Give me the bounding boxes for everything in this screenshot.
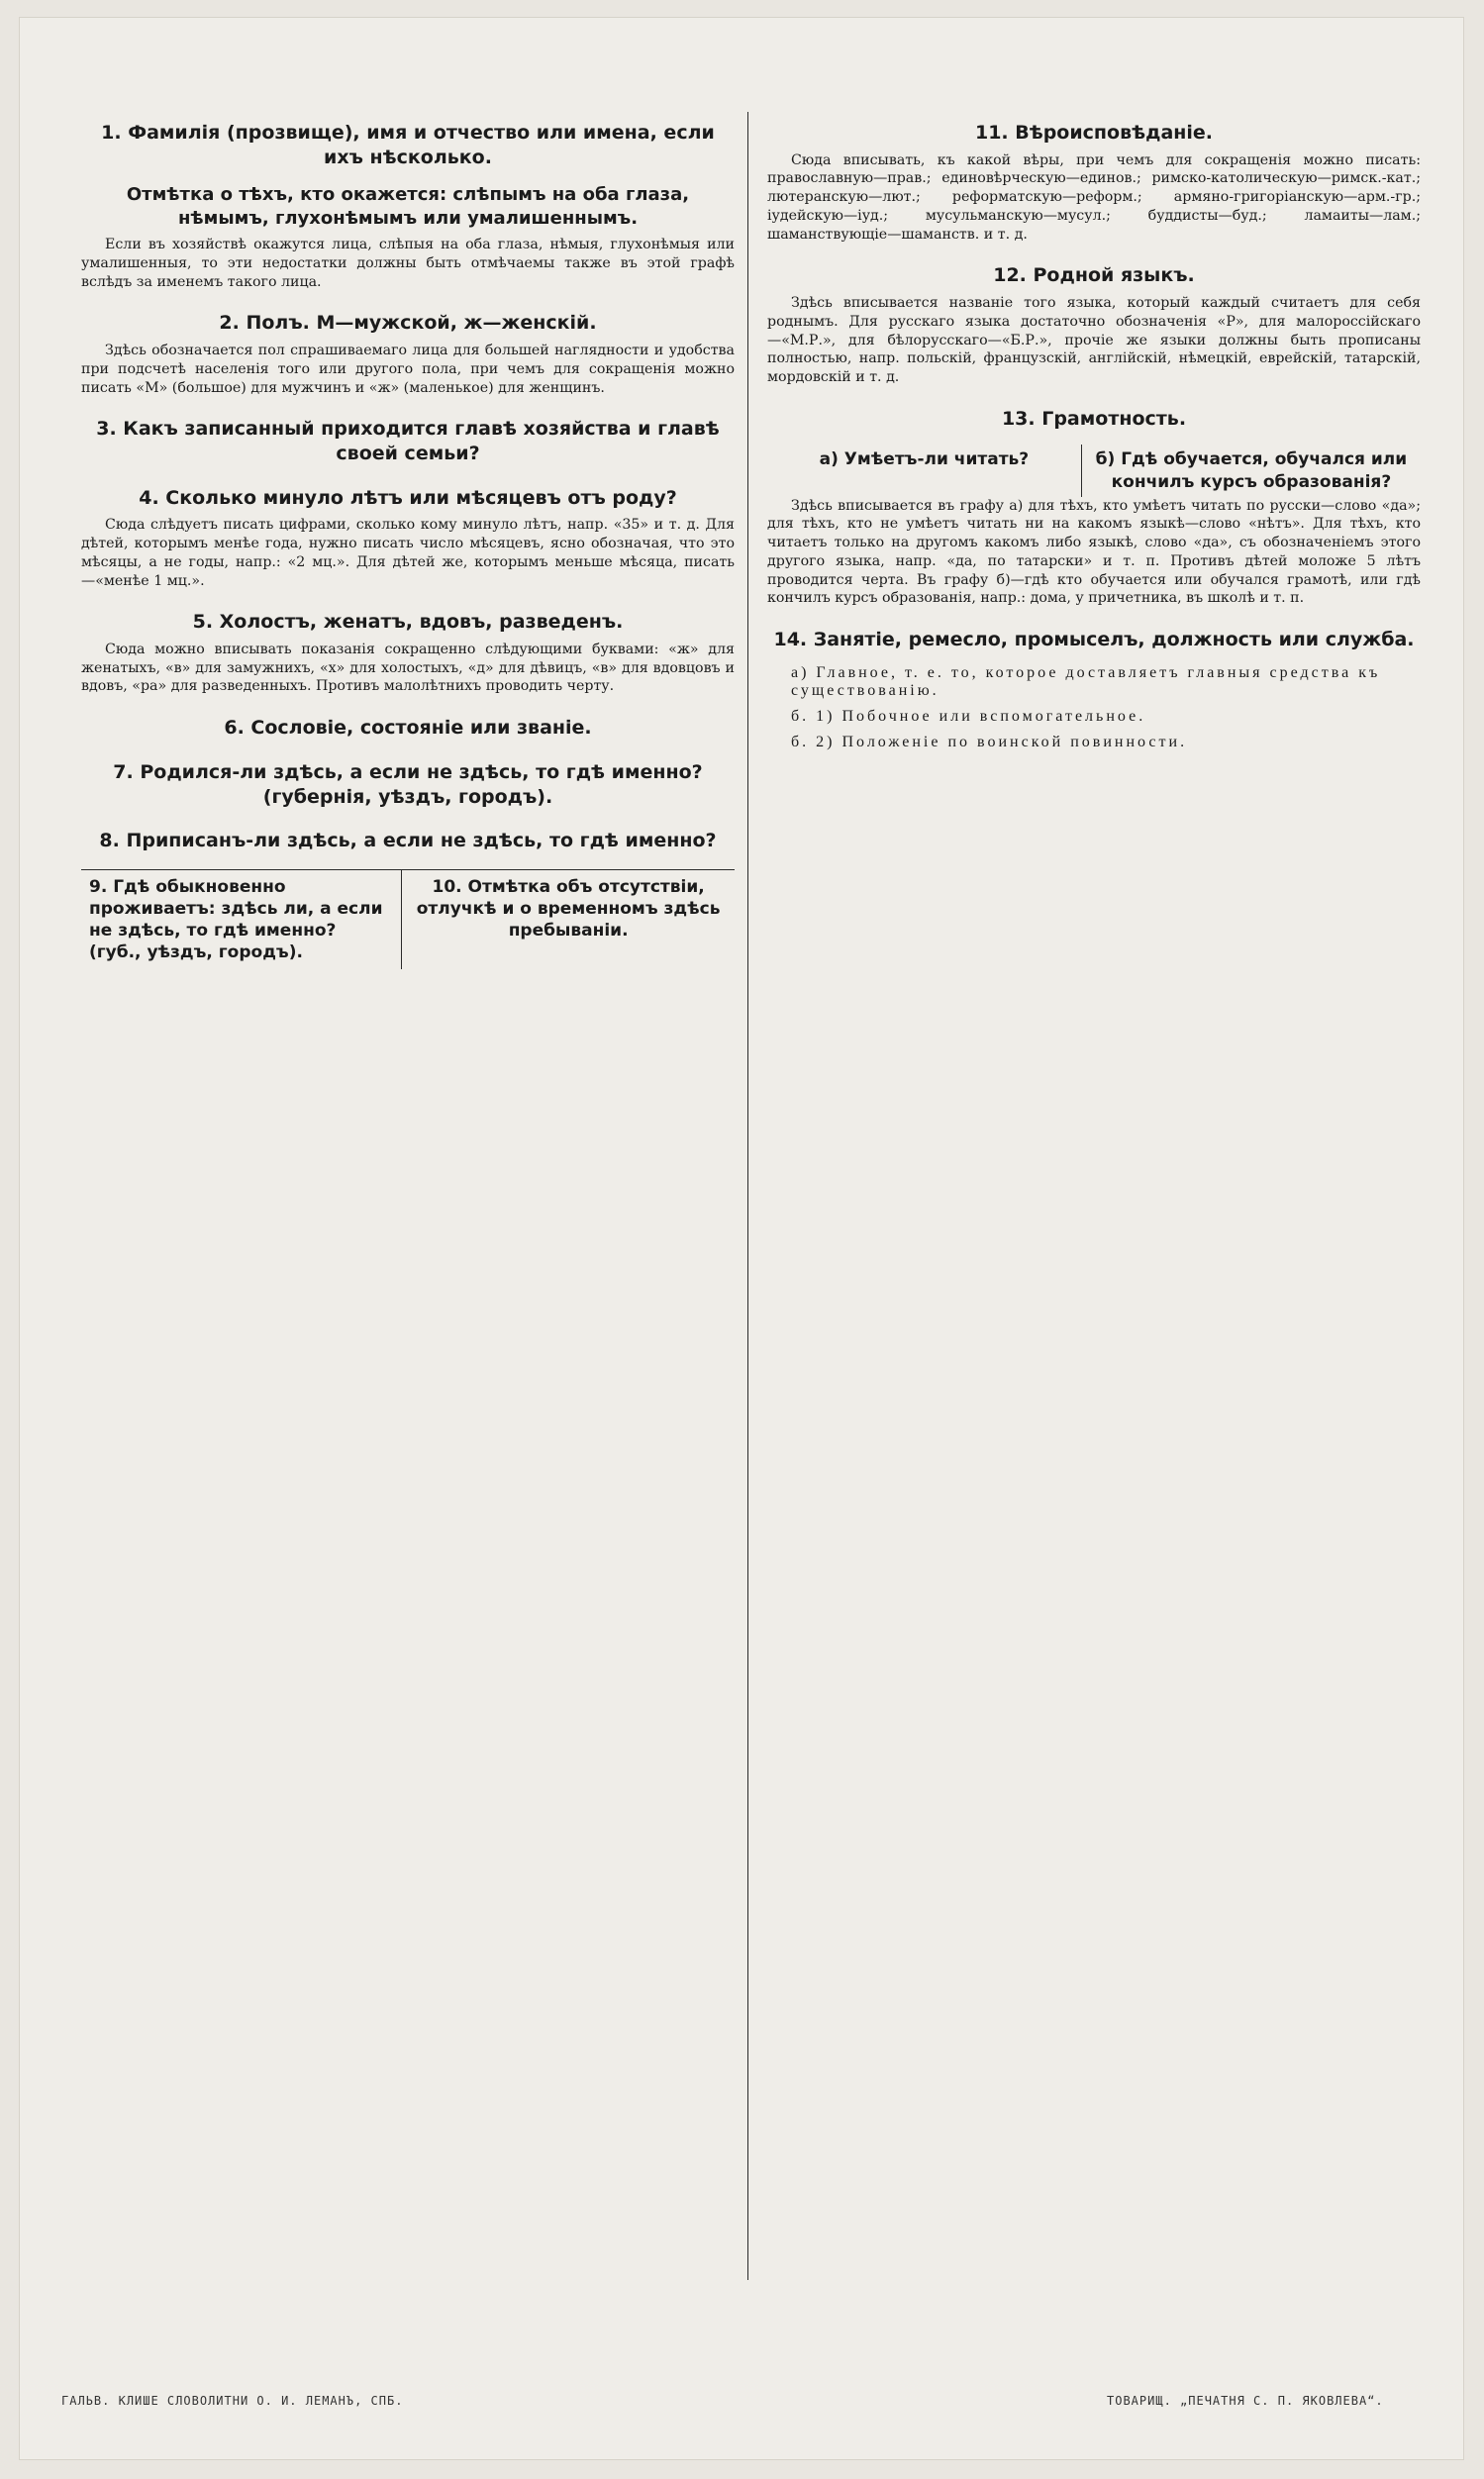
section-3-title: 3. Какъ записанный приходится главѣ хозяйства и главѣ своей семьи? xyxy=(96,418,720,464)
section-2-paragraph: Здѣсь обозначается пол спрашиваемаго лица для большей наглядности и удобства при подсчетѣ населенія того или другого пола, при чемъ для сокращенія можно писать «М» (большое) для мужчинъ и «ж» (маленькое) для женщинъ. xyxy=(81,343,735,396)
section-13-subheader xyxy=(767,445,1421,496)
section-5-title: 5. Холостъ, женатъ, вдовъ, разведенъ. xyxy=(192,611,624,634)
section-13-paragraph: Здѣсь вписывается въ графу а) для тѣхъ, кто умѣетъ читать по русски—слово «да»; для тѣхъ, кто не умѣетъ читать ни на какомъ языкѣ—слово «нѣтъ». Для тѣхъ, кто читаетъ только на другомъ какомъ либо языкѣ, слово «да», съ обозначеніемъ этого другого языка, напр. «да, по татарски» и т. п. Противъ дѣтей моложе 5 лѣтъ проводится черта. Въ графу б)—гдѣ кто обучается или обучался грамотѣ, или гдѣ кончилъ курсъ образованія, напр.: дома, у причетника, въ школѣ и т. п. xyxy=(767,497,1421,607)
left-column xyxy=(81,107,735,969)
section-8-title: 8. Приписанъ-ли здѣсь, а если не здѣсь, то гдѣ именно? xyxy=(99,830,717,852)
section-14a-label: а) Главное, т. е. то, которое доставляетъ главныя средства къ существованію. xyxy=(791,663,1381,699)
right-column xyxy=(767,107,1421,753)
section-14-title: 14. Занятіе, ремесло, промыселъ, должность или служба. xyxy=(773,629,1415,650)
section-13a-title: а) Умѣетъ-ли читать? xyxy=(767,445,1082,496)
section-1-paragraph: Если въ хозяйствѣ окажутся лица, слѣпыя на оба глаза, нѣмыя, глухонѣмыя или умалишенныя, то эти недостатки должны быть отмѣчаемы также въ этой графѣ вслѣдъ за именемъ такого лица. xyxy=(81,237,735,290)
section-13b-title: б) Гдѣ обучается, обучался или кончилъ курсъ образованія? xyxy=(1095,449,1408,492)
section-10-title: 10. Отмѣтка объ отсутствіи, отлучкѣ и о временномъ здѣсь пребываніи. xyxy=(416,876,721,942)
footer-right: ТОВАРИЩ. „ПЕЧАТНЯ С. П. ЯКОВЛЕВА“. xyxy=(1107,2394,1384,2408)
section-14b2-label: б. 2) Положеніе по воинской повинности. xyxy=(791,733,1188,750)
section-9-title: 9. Гдѣ обыкновенно проживаетъ: здѣсь ли, а если не здѣсь, то гдѣ именно? (губ., уѣздъ, городъ). xyxy=(81,870,402,969)
section-13-title: 13. Грамотность. xyxy=(1001,407,1187,430)
section-2-title: 2. Полъ. М—мужской, ж—женскій. xyxy=(219,312,597,335)
footer-left: ГАЛЬВ. КЛИШЕ СЛОВОЛИТНИ О. И. ЛЕМАНЪ, СПБ. xyxy=(61,2394,404,2408)
section-1-title: 1. Фамилія (прозвище), имя и отчество или имена, если ихъ нѣсколько. xyxy=(101,122,715,168)
section-5-paragraph: Сюда можно вписывать показанія сокращенно слѣдующими буквами: «ж» для женатыхъ, «в» для замужнихъ, «х» для холостыхъ, «д» для дѣвицъ, «в» для вдовцовъ и вдовъ, «ра» для разведенныхъ. Противъ малолѣтнихъ проводить черту. xyxy=(81,641,735,695)
section-12-title: 12. Родной языкъ. xyxy=(993,264,1195,287)
section-11-title: 11. Вѣроисповѣданіе. xyxy=(974,122,1214,144)
section-12-paragraph: Здѣсь вписывается названіе того языка, который каждый считаетъ для себя роднымъ. Для русскаго языка достаточно обозначенія «Р», для малороссійскаго—«М.Р.», для бѣлорусскаго—«Б.Р.», прочіе же языки должны быть прописаны полностью, напр. польскій, французскій, англійскій, нѣмецкій, еврейскій, татарскій, мордовскій и т. д. xyxy=(767,295,1421,385)
section-4-paragraph: Сюда слѣдуетъ писать цифрами, сколько кому минуло лѣтъ, напр. «35» и т. д. Для дѣтей, которымъ менѣе года, нужно писать число мѣсяцевъ, ясно обозначая, что это мѣсяцы, а не годы, напр.: «2 мц.». Для дѣтей же, которымъ меньше мѣсяца, писать—«менѣе 1 мц.». xyxy=(81,517,735,589)
section-14b1-label: б. 1) Побочное или вспомогательное. xyxy=(791,707,1146,725)
document-page xyxy=(20,18,1463,2459)
section-1-subtitle: Отмѣтка о тѣхъ, кто окажется: слѣпымъ на оба глаза, нѣмымъ, глухонѣмымъ или умалишеннымъ. xyxy=(126,184,690,229)
column-divider xyxy=(747,112,748,2280)
section-4-title: 4. Сколько минуло лѣтъ или мѣсяцевъ отъ роду? xyxy=(139,486,677,509)
section-6-title: 6. Сословіе, состояніе или званіе. xyxy=(224,717,592,740)
section-11-paragraph: Сюда вписывать, къ какой вѣры, при чемъ для сокращенія можно писать: православную—прав.; единовѣрческую—единов.; римско-католическую—римск.-кат.; лютеранскую—лют.; реформатскую—реформ.; армяно-григоріанскую—арм.-гр.; іудейскую—іуд.; мусульманскую—мусул.; буддисты—буд.; ламаиты—лам.; шаманствующіе—шаманств. и т. д. xyxy=(767,151,1421,243)
section-9-10-header xyxy=(81,869,735,969)
section-7-title: 7. Родился-ли здѣсь, а если не здѣсь, то гдѣ именно? (губернія, уѣздъ, городъ). xyxy=(113,760,703,808)
